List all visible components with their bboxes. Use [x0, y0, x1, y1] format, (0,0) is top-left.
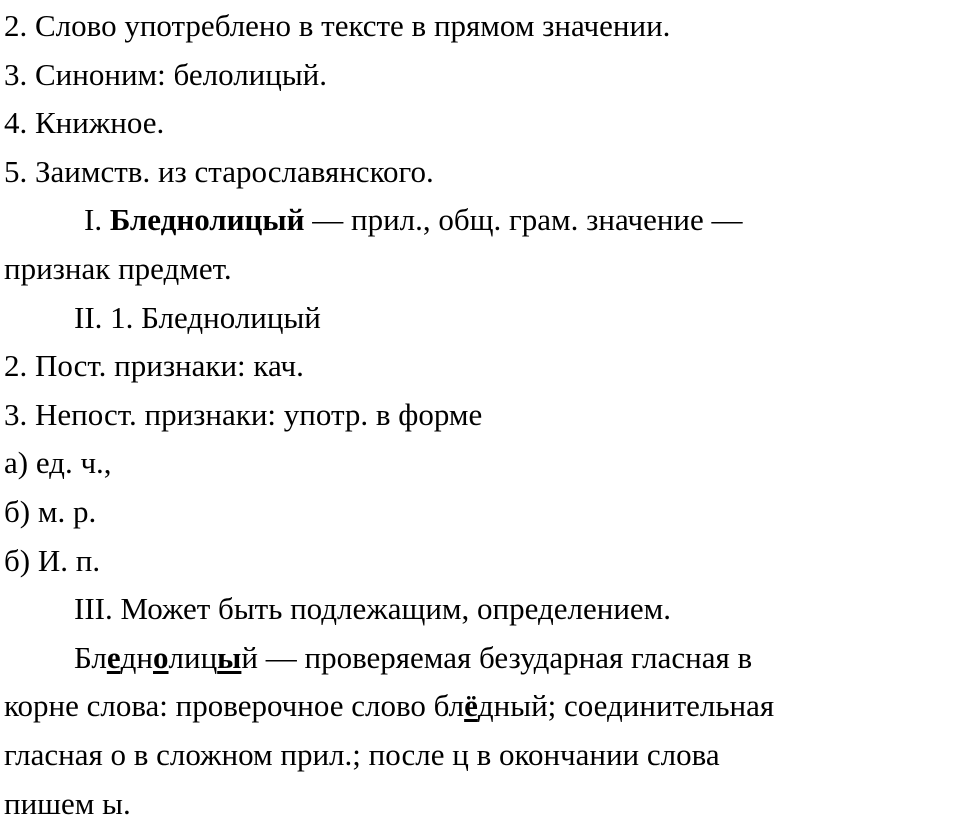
spelling-note-line-4: пишем ы. [4, 780, 954, 828]
section-two-heading: II. 1. Бледнолицый [4, 294, 954, 343]
spelling-note-line-3: гласная о в сложном прил.; после ц в окончании слова [4, 731, 954, 780]
spelling-part: корне слова: проверочное слово бл [4, 688, 464, 723]
underlined-vowel: ё [464, 688, 478, 723]
spelling-part: Бл [74, 640, 107, 675]
spelling-part: дный; соединительная [478, 688, 774, 723]
section-one-suffix: — прил., общ. грам. значение — [304, 202, 742, 237]
line-word-meaning: 2. Слово употреблено в тексте в прямом значении. [4, 2, 954, 51]
headword-bold: Бледнолицый [110, 202, 305, 237]
line-constant-features: 2. Пост. признаки: кач. [4, 342, 954, 391]
section-one-heading [4, 196, 954, 245]
underlined-vowel: е [107, 640, 121, 675]
spelling-note-line-2 [4, 682, 954, 731]
section-three-heading: III. Может быть подлежащим, определением. [4, 585, 954, 634]
line-style: 4. Книжное. [4, 99, 954, 148]
spelling-part: лиц [169, 640, 218, 675]
line-case: б) И. п. [4, 537, 954, 586]
spelling-part: дн [121, 640, 153, 675]
underlined-vowel: о [153, 640, 169, 675]
underlined-vowel: ы [217, 640, 241, 675]
section-one-continuation: признак предмет. [4, 245, 954, 294]
line-variable-features: 3. Непост. признаки: употр. в форме [4, 391, 954, 440]
section-one-prefix: I. [84, 202, 110, 237]
line-synonym: 3. Синоним: белолицый. [4, 51, 954, 100]
line-gender: б) м. р. [4, 488, 954, 537]
line-number: а) ед. ч., [4, 439, 954, 488]
document-body [4, 2, 954, 828]
spelling-note-line-1 [4, 634, 954, 683]
spelling-part: й — проверяемая безударная гласная в [241, 640, 752, 675]
line-origin: 5. Заимств. из старославянского. [4, 148, 954, 197]
